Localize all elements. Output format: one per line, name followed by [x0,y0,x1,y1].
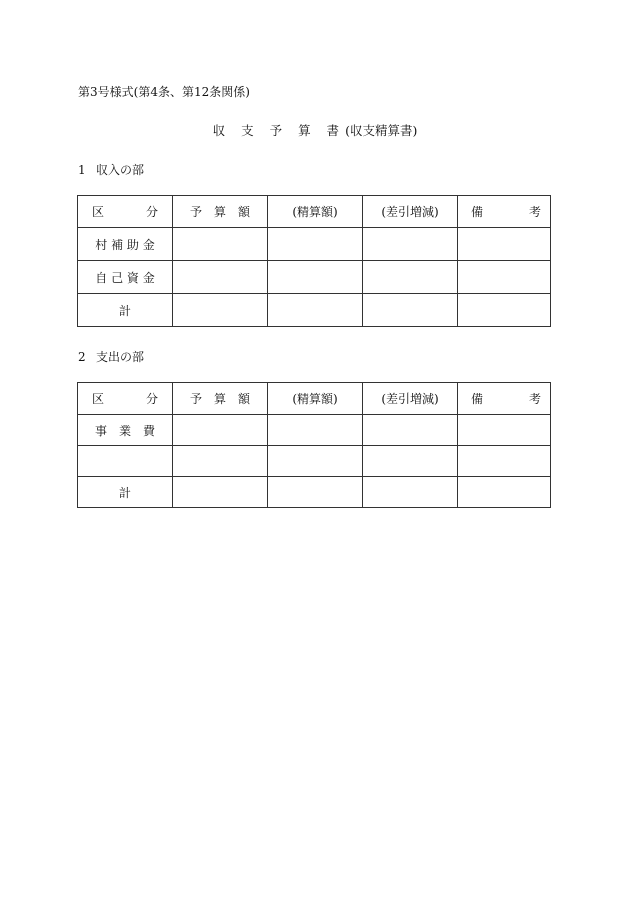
expense-budget-cell [173,446,268,477]
expense-remarks-cell [458,477,551,508]
income-table [77,195,551,327]
income-section-heading [78,161,144,178]
income-header-category [78,196,173,228]
income-budget-cell [173,261,268,294]
income-header-remarks-2: 考 [528,205,541,219]
table-row [78,294,551,327]
expense-remarks-cell [458,446,551,477]
expense-section-number: 2 [78,350,86,364]
expense-section-heading [78,348,144,365]
table-row [78,477,551,508]
income-budget-cell [173,228,268,261]
table-row [78,415,551,446]
expense-row-label-total: 計 [78,477,173,508]
income-settled-cell [268,261,363,294]
form-number: 第3号様式(第4条、第12条関係) [78,85,250,99]
expense-header-row [78,383,551,415]
expense-header-remarks-1: 備 [471,392,484,406]
income-header-row [78,196,551,228]
expense-header-budget: 予 算 額 [173,383,268,415]
expense-header-difference: (差引増減) [363,383,458,415]
income-header-budget: 予 算 額 [173,196,268,228]
expense-header-remarks [458,383,551,415]
income-header-category-1: 区 [92,205,105,219]
income-difference-cell [363,294,458,327]
income-remarks-cell [458,294,551,327]
expense-section-title: 支出の部 [96,350,145,364]
table-row [78,228,551,261]
income-row-label-own-funds: 自 己 資 金 [78,261,173,294]
expense-row-label-blank [78,446,173,477]
expense-header-remarks-2: 考 [528,392,541,406]
expense-row-label-project-cost: 事 業 費 [78,415,173,446]
expense-settled-cell [268,415,363,446]
expense-header-category-2: 分 [145,392,158,406]
expense-header-category [78,383,173,415]
expense-settled-cell [268,446,363,477]
table-row [78,261,551,294]
income-header-category-2: 分 [145,205,158,219]
income-remarks-cell [458,261,551,294]
income-difference-cell [363,261,458,294]
title-sub: (収支精算書) [345,123,418,138]
income-header-remarks-1: 備 [471,205,484,219]
income-settled-cell [268,294,363,327]
expense-settled-cell [268,477,363,508]
income-header-settled: (精算額) [268,196,363,228]
expense-budget-cell [173,477,268,508]
income-row-label-total: 計 [78,294,173,327]
expense-difference-cell [363,446,458,477]
income-header-difference: (差引増減) [363,196,458,228]
income-remarks-cell [458,228,551,261]
expense-header-category-1: 区 [92,392,105,406]
expense-remarks-cell [458,415,551,446]
expense-difference-cell [363,415,458,446]
income-budget-cell [173,294,268,327]
expense-table [77,382,551,508]
income-header-remarks [458,196,551,228]
document-title [0,121,630,139]
expense-header-settled: (精算額) [268,383,363,415]
expense-budget-cell [173,415,268,446]
table-row [78,446,551,477]
income-row-label-subsidy: 村 補 助 金 [78,228,173,261]
income-difference-cell [363,228,458,261]
income-section-number: 1 [78,163,86,177]
income-section-title: 収入の部 [96,163,145,177]
expense-difference-cell [363,477,458,508]
title-main: 収 支 予 算 書 [212,123,346,138]
income-settled-cell [268,228,363,261]
